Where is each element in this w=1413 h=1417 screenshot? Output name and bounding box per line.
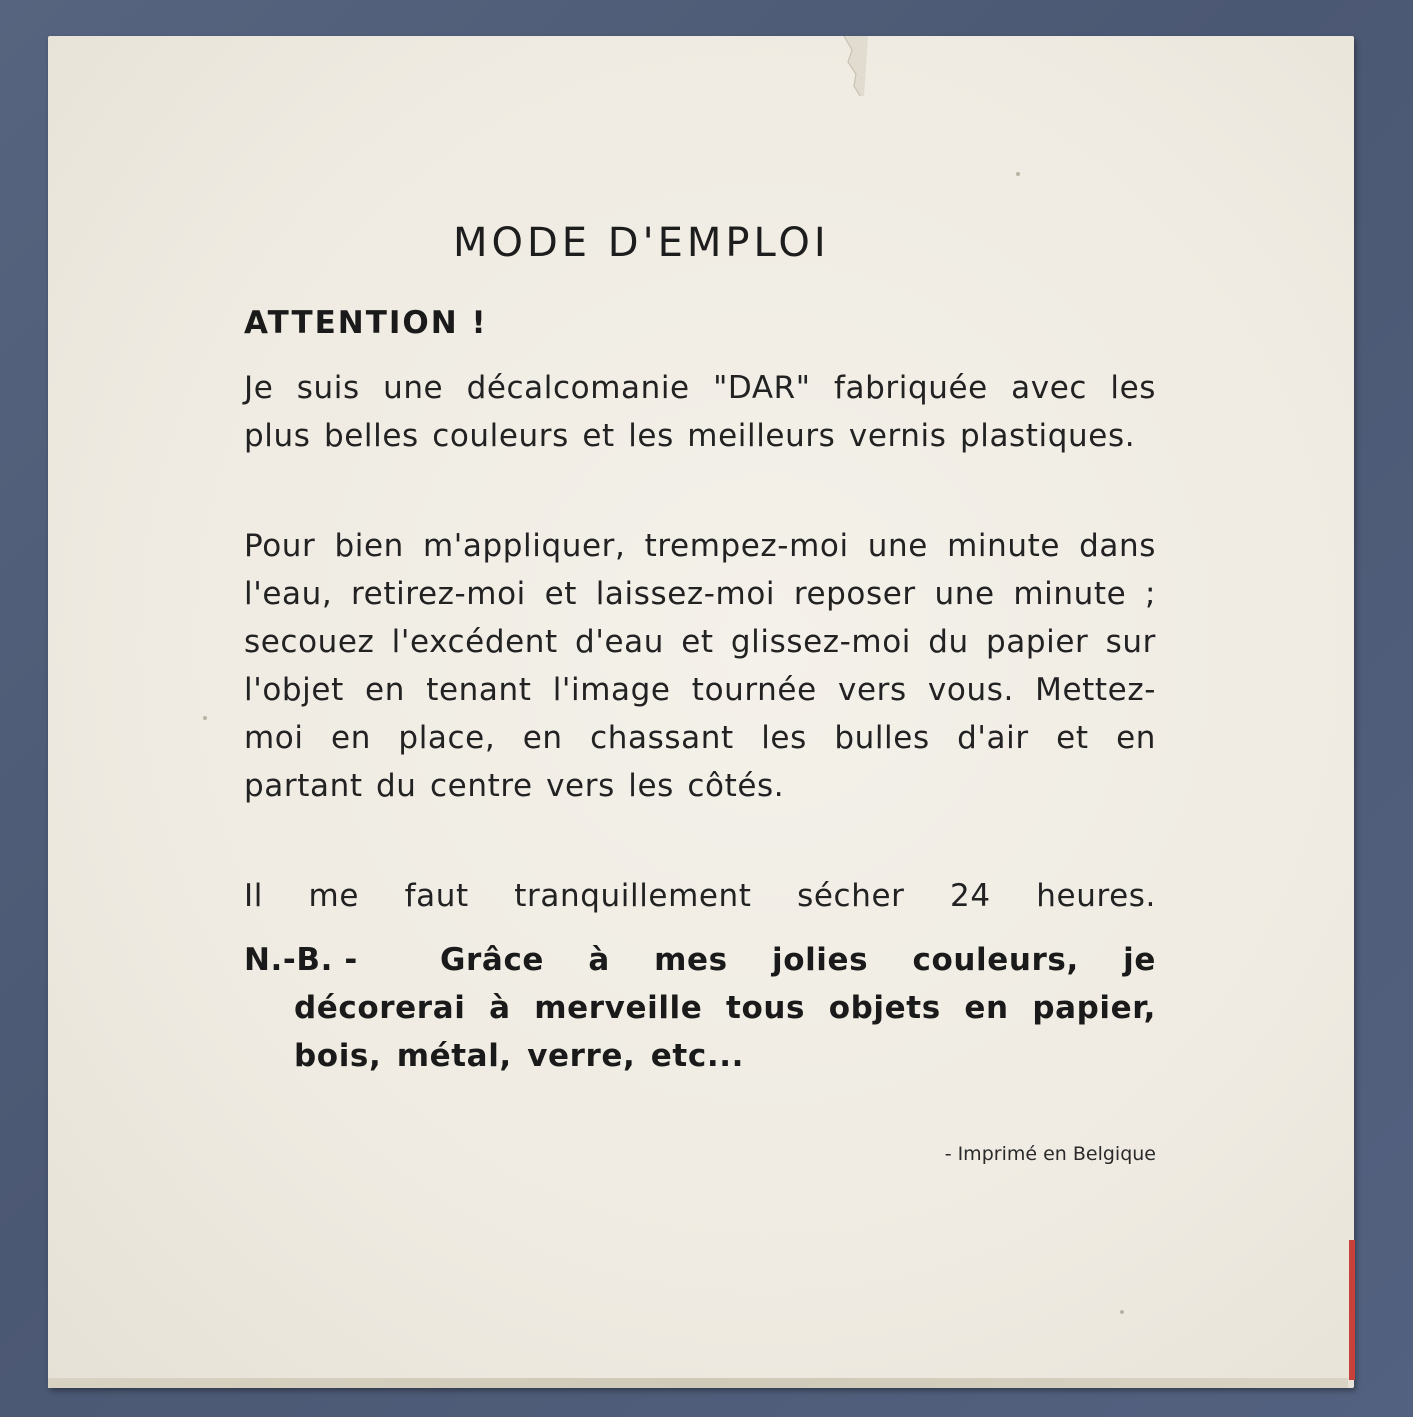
attention-heading: ATTENTION ! (244, 305, 488, 341)
card-bottom-edge (48, 1378, 1348, 1388)
printed-in-imprint: - Imprimé en Belgique (944, 1143, 1156, 1165)
page-title: MODE D'EMPLOI (453, 220, 830, 266)
nota-bene-prefix: N.-B. - (244, 942, 358, 978)
paragraph-instructions: Pour bien m'appliquer, trempez-moi une minute dans l'eau, retirez-moi et laissez-moi reposer une minute ; secouez l'excédent d'eau et glissez-moi du papier sur l'objet en tenant l'image tournée vers vous. Mettez-moi en place, en chassant les bulles d'air et en partant du centre vers les côtés. (244, 528, 1156, 804)
paragraph-drying: Il me faut tranquillement sécher 24 heures. (244, 878, 1156, 914)
nota-bene-text: Grâce à mes jolies couleurs, je décorerai à merveille tous objets en papier, bois, métal, verre, etc... (294, 942, 1156, 1074)
card-red-edge (1349, 1240, 1355, 1380)
paragraph-intro: Je suis une décalcomanie "DAR" fabriquée avec les plus belles couleurs et les meilleurs vernis plastiques. (244, 370, 1156, 454)
paper-tear (842, 36, 868, 96)
paper-speck (1016, 172, 1020, 176)
paper-speck (203, 716, 207, 720)
paper-speck (1120, 1310, 1124, 1314)
nota-bene (244, 936, 1156, 1080)
